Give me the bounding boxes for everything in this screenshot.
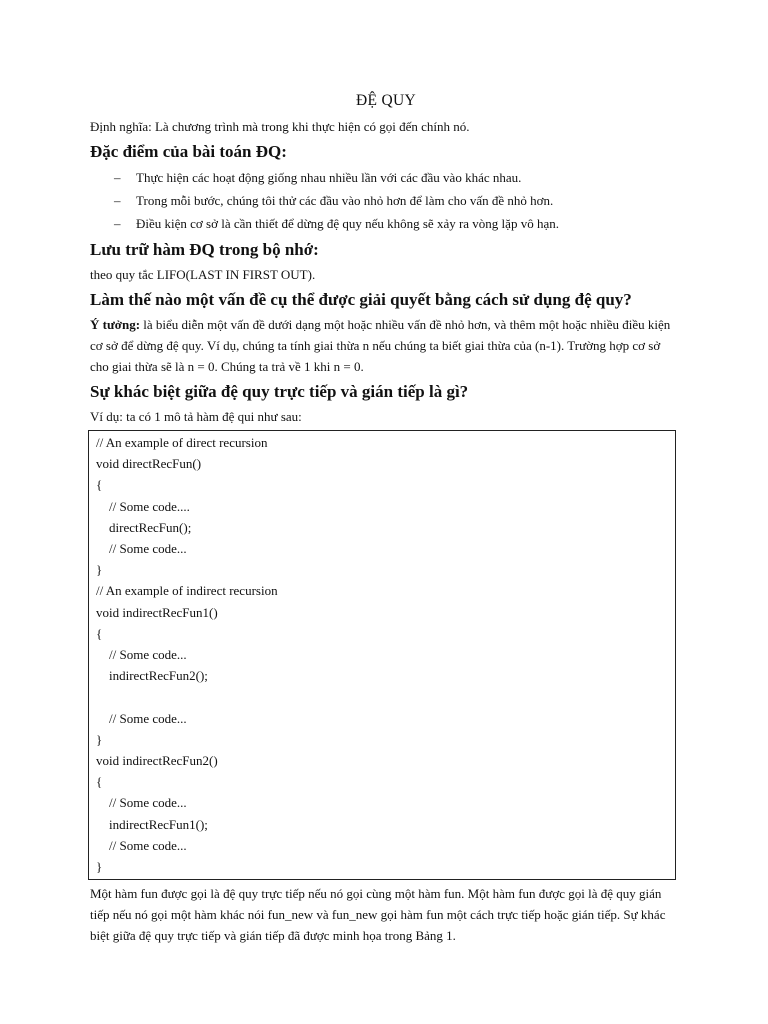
code-line: { — [96, 477, 103, 493]
dash-bullet: – — [114, 170, 121, 185]
code-line — [96, 686, 675, 707]
code-line: // An example of direct recursion — [96, 435, 268, 450]
definition-text: Định nghĩa: Là chương trình mà trong khi thực hiện có gọi đến chính nó. — [90, 119, 470, 134]
code-line: // Some code... — [96, 647, 187, 663]
dash-bullet: – — [114, 216, 121, 231]
idea-text: là biểu diễn một vấn đề dưới dạng một hoặc nhiều vấn đề nhỏ hơn, và thêm một hoặc nhiều điều kiện cơ sở để dừng đệ quy. Ví dụ, chúng ta tính giai thừa n nếu chúng ta biết giai thừa của (n-1). Trường hợp cơ sở cho giai thừa sẽ là n = 0. Chúng ta trả về 1 khi n = 0. — [90, 317, 671, 374]
code-line: // Some code... — [96, 795, 187, 811]
code-line: { — [96, 625, 103, 641]
idea-label: Ý tưởng: — [90, 317, 141, 332]
code-line: // Some code... — [96, 710, 187, 726]
howto-heading: Làm thế nào một vấn đề cụ thể được giải quyết bằng cách sử dụng đệ quy? — [90, 290, 632, 309]
features-list — [90, 166, 682, 235]
code-line: } — [96, 859, 103, 875]
code-line: // Some code.... — [96, 498, 190, 514]
document-title: ĐỆ QUY — [356, 92, 416, 109]
difference-heading: Sự khác biệt giữa đệ quy trực tiếp và gián tiếp là gì? — [90, 382, 469, 401]
code-line: } — [96, 562, 103, 578]
code-line: // Some code... — [96, 837, 187, 853]
idea-paragraph — [90, 314, 682, 377]
code-line: // Some code... — [96, 541, 187, 557]
code-line: // An example of indirect recursion — [96, 583, 278, 599]
code-line: indirectRecFun1(); — [96, 816, 208, 832]
storage-text: theo quy tắc LIFO(LAST IN FIRST OUT). — [90, 267, 316, 282]
code-line: void directRecFun() — [96, 456, 202, 472]
list-item — [90, 212, 682, 235]
storage-heading: Lưu trữ hàm ĐQ trong bộ nhớ: — [90, 240, 319, 259]
code-line: void indirectRecFun1() — [96, 604, 218, 620]
example-intro: Ví dụ: ta có 1 mô tả hàm đệ qui như sau: — [90, 409, 302, 424]
list-item-text: Điều kiện cơ sở là cần thiết để dừng đệ quy nếu không sẽ xảy ra vòng lặp vô hạn. — [136, 216, 559, 231]
code-line: indirectRecFun2(); — [96, 668, 208, 684]
dash-bullet: – — [114, 193, 121, 208]
code-line: void indirectRecFun2() — [96, 753, 218, 769]
list-item — [90, 166, 682, 189]
code-line: directRecFun(); — [96, 519, 192, 535]
closing-paragraph: Một hàm fun được gọi là đệ quy trực tiếp nếu nó gọi cùng một hàm fun. Một hàm fun được gọi là đệ quy gián tiếp nếu nó gọi một hàm khác nói fun_new và fun_new gọi hàm fun một cách trực tiếp hoặc gián tiếp. Sự khác biệt giữa đệ quy trực tiếp và gián tiếp đã được minh họa trong Bảng 1. — [90, 886, 666, 944]
code-line: { — [96, 774, 103, 790]
document-body — [90, 92, 682, 946]
code-line: } — [96, 731, 103, 747]
list-item-text: Thực hiện các hoạt động giống nhau nhiều lần với các đầu vào khác nhau. — [136, 170, 522, 185]
code-example-box — [88, 430, 676, 880]
list-item — [90, 189, 682, 212]
features-heading: Đặc điểm của bài toán ĐQ: — [90, 142, 287, 161]
list-item-text: Trong mỗi bước, chúng tôi thử các đầu vào nhỏ hơn để làm cho vấn đề nhỏ hơn. — [136, 193, 554, 208]
